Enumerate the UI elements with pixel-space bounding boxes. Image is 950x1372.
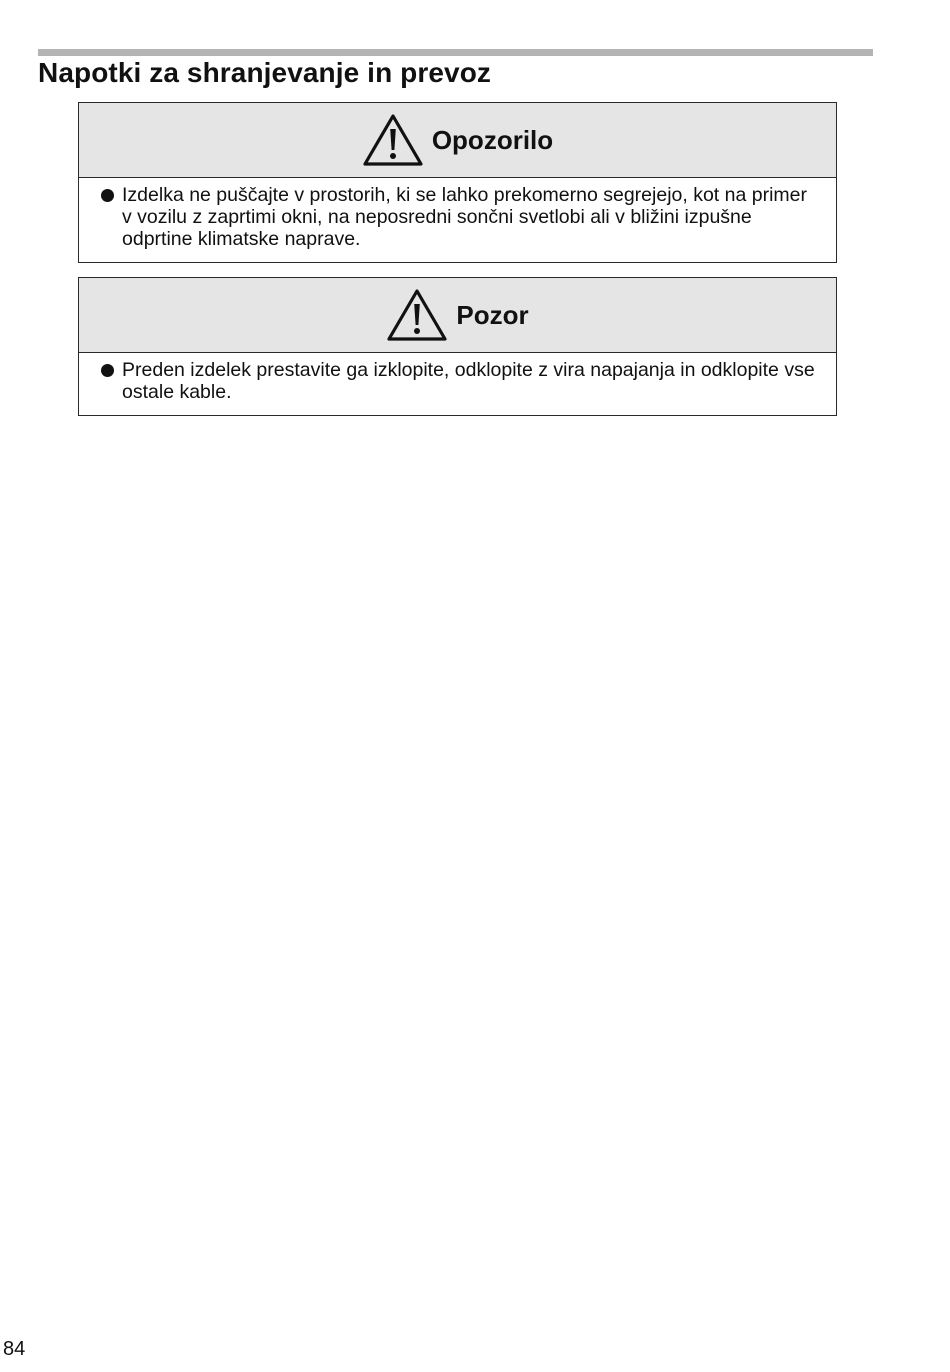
- notice-item-text: Izdelka ne puščajte v prostorih, ki se lahko prekomerno segrejejo, kot na primer v vozilu z zaprtimi okni, na neposredni sončni svetlobi ali v bližini izpušne odprtine klimatske naprave.: [122, 184, 808, 250]
- caution-notice-body: [79, 353, 836, 415]
- notice-list-item: [101, 359, 816, 403]
- notice-item-text: Preden izdelek prestavite ga izklopite, odklopite z vira napajanja in odklopite vse ostale kable.: [122, 359, 815, 403]
- warning-notice-body: [79, 178, 836, 262]
- warning-notice-title: Opozorilo: [431, 125, 554, 155]
- bullet-icon: [101, 189, 114, 202]
- warning-triangle-icon: [362, 113, 424, 167]
- caution-notice-box: [78, 277, 837, 416]
- caution-notice-header: [79, 278, 836, 353]
- notice-list-item: [101, 184, 816, 250]
- caution-notice-title: Pozor: [456, 300, 529, 330]
- bullet-icon: [101, 364, 114, 377]
- warning-triangle-icon: [386, 288, 448, 342]
- header-rule: [38, 49, 873, 56]
- page-number: 84: [3, 1338, 26, 1360]
- warning-notice-box: [78, 102, 837, 263]
- warning-notice-header: [79, 103, 836, 178]
- section-title: Napotki za shranjevanje in prevoz: [38, 57, 491, 88]
